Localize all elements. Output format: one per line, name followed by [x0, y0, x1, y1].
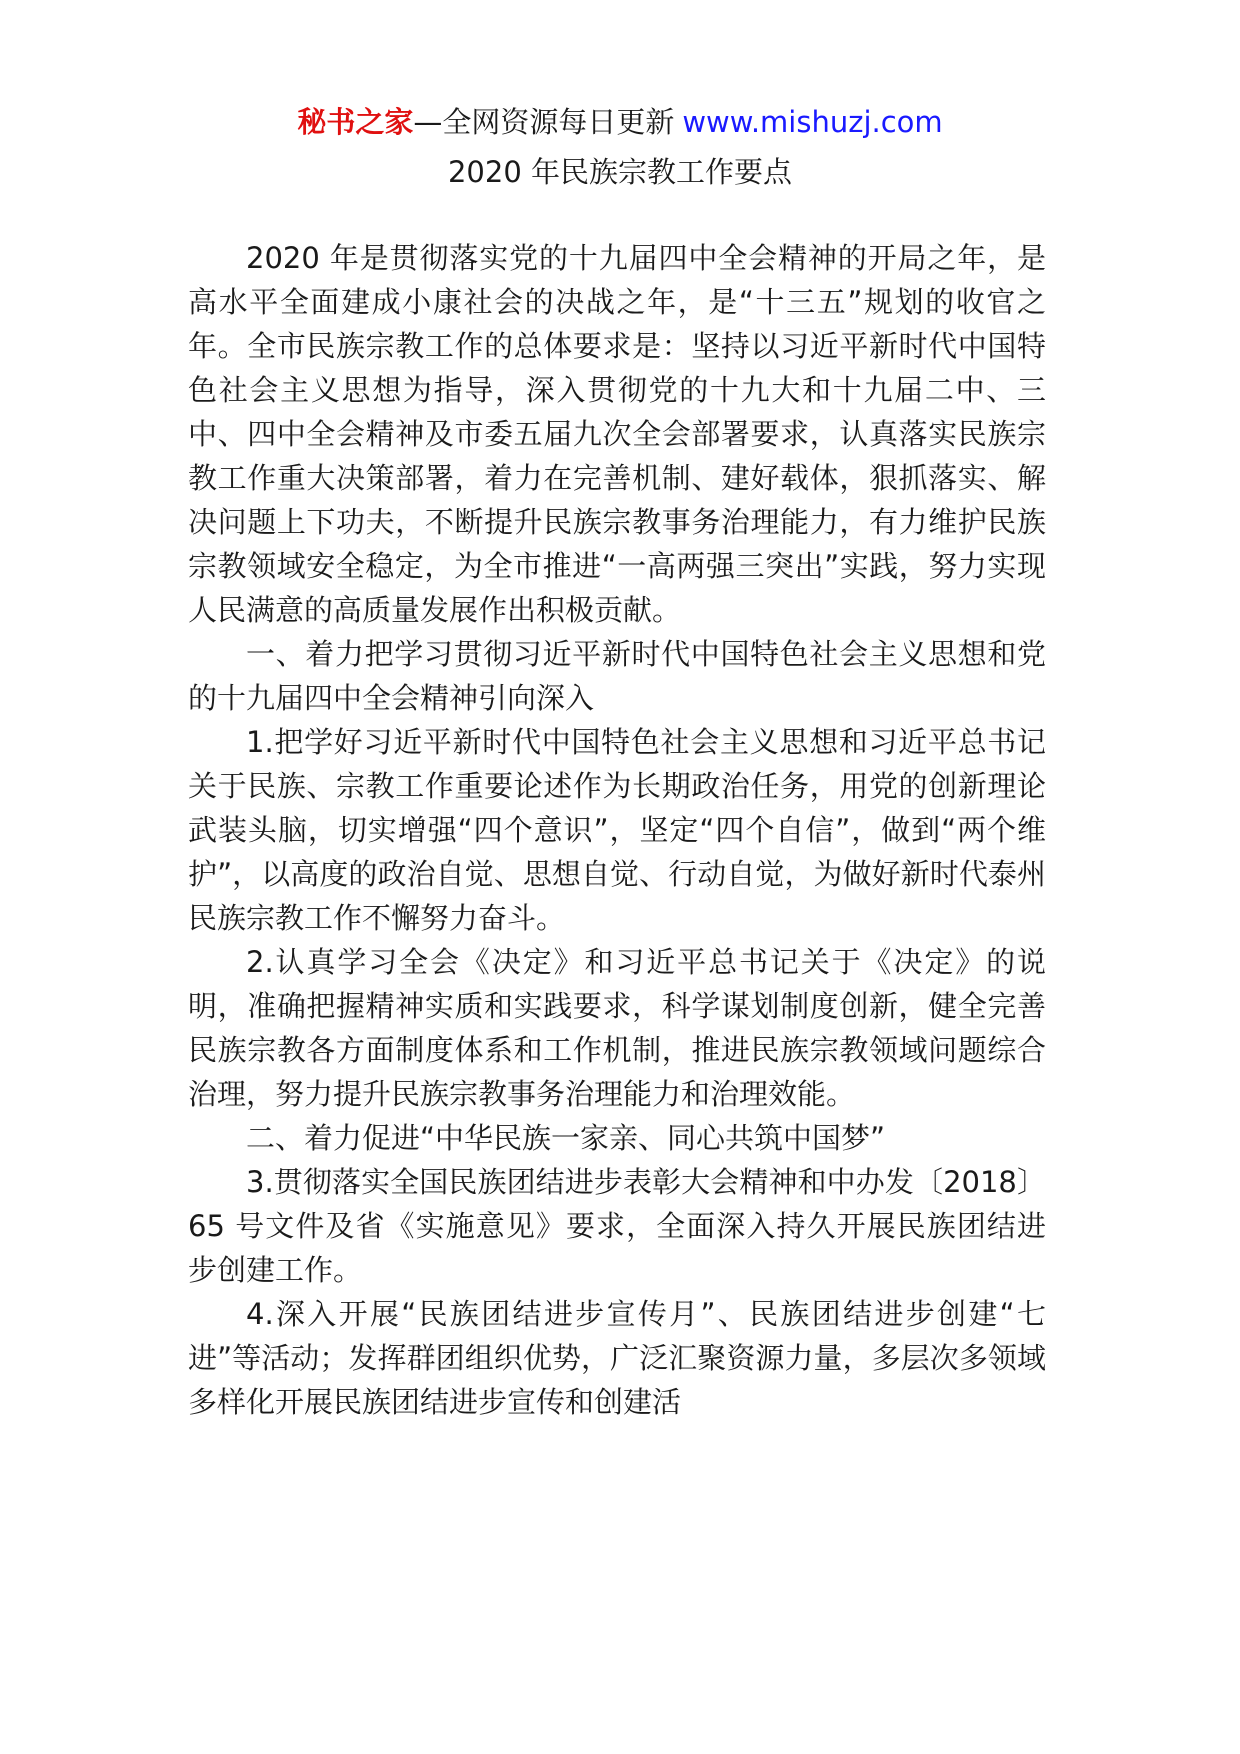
document-title: 2020 年民族宗教工作要点: [447, 155, 793, 189]
site-link[interactable]: www.mishuzj.com: [682, 105, 943, 139]
paragraph: 4.深入开展“民族团结进步宣传月”、民族团结进步创建“七进”等活动；发挥群团组织优势，广泛汇聚资源力量，多层次多领域多样化开展民族团结进步宣传和创建活: [188, 1297, 1046, 1419]
document-body: [188, 236, 1046, 1424]
watermark-header: [0, 100, 1240, 144]
brand-name: 秘书之家: [297, 105, 414, 139]
paragraph: 3.贯彻落实全国民族团结进步表彰大会精神和中办发〔2018〕65 号文件及省《实施意见》要求，全面深入持久开展民族团结进步创建工作。: [188, 1165, 1046, 1287]
paragraph: 1.把学好习近平新时代中国特色社会主义思想和习近平总书记关于民族、宗教工作重要论述作为长期政治任务，用党的创新理论武装头脑，切实增强“四个意识”，坚定“四个自信”，做到“两个维护”，以高度的政治自觉、思想自觉、行动自觉，为做好新时代泰州民族宗教工作不懈努力奋斗。: [188, 725, 1046, 935]
section-heading: 一、着力把学习贯彻习近平新时代中国特色社会主义思想和党的十九届四中全会精神引向深入: [188, 637, 1046, 715]
section-heading: 二、着力促进“中华民族一家亲、同心共筑中国梦”: [246, 1121, 886, 1155]
paragraph: 2020 年是贯彻落实党的十九届四中全会精神的开局之年，是高水平全面建成小康社会的决战之年，是“十三五”规划的收官之年。全市民族宗教工作的总体要求是：坚持以习近平新时代中国特色社会主义思想为指导，深入贯彻党的十九大和十九届二中、三中、四中全会精神及市委五届九次全会部署要求，认真落实民族宗教工作重大决策部署，着力在完善机制、建好载体，狠抓落实、解决问题上下功夫，不断提升民族宗教事务治理能力，有力维护民族宗教领域安全稳定，为全市推进“一高两强三突出”实践，努力实现人民满意的高质量发展作出积极贡献。: [188, 241, 1046, 627]
brand-tagline: —全网资源每日更新: [413, 105, 675, 139]
paragraph: 2.认真学习全会《决定》和习近平总书记关于《决定》的说明，准确把握精神实质和实践要求，科学谋划制度创新，健全完善民族宗教各方面制度体系和工作机制，推进民族宗教领域问题综合治理，努力提升民族宗教事务治理能力和治理效能。: [188, 945, 1046, 1111]
